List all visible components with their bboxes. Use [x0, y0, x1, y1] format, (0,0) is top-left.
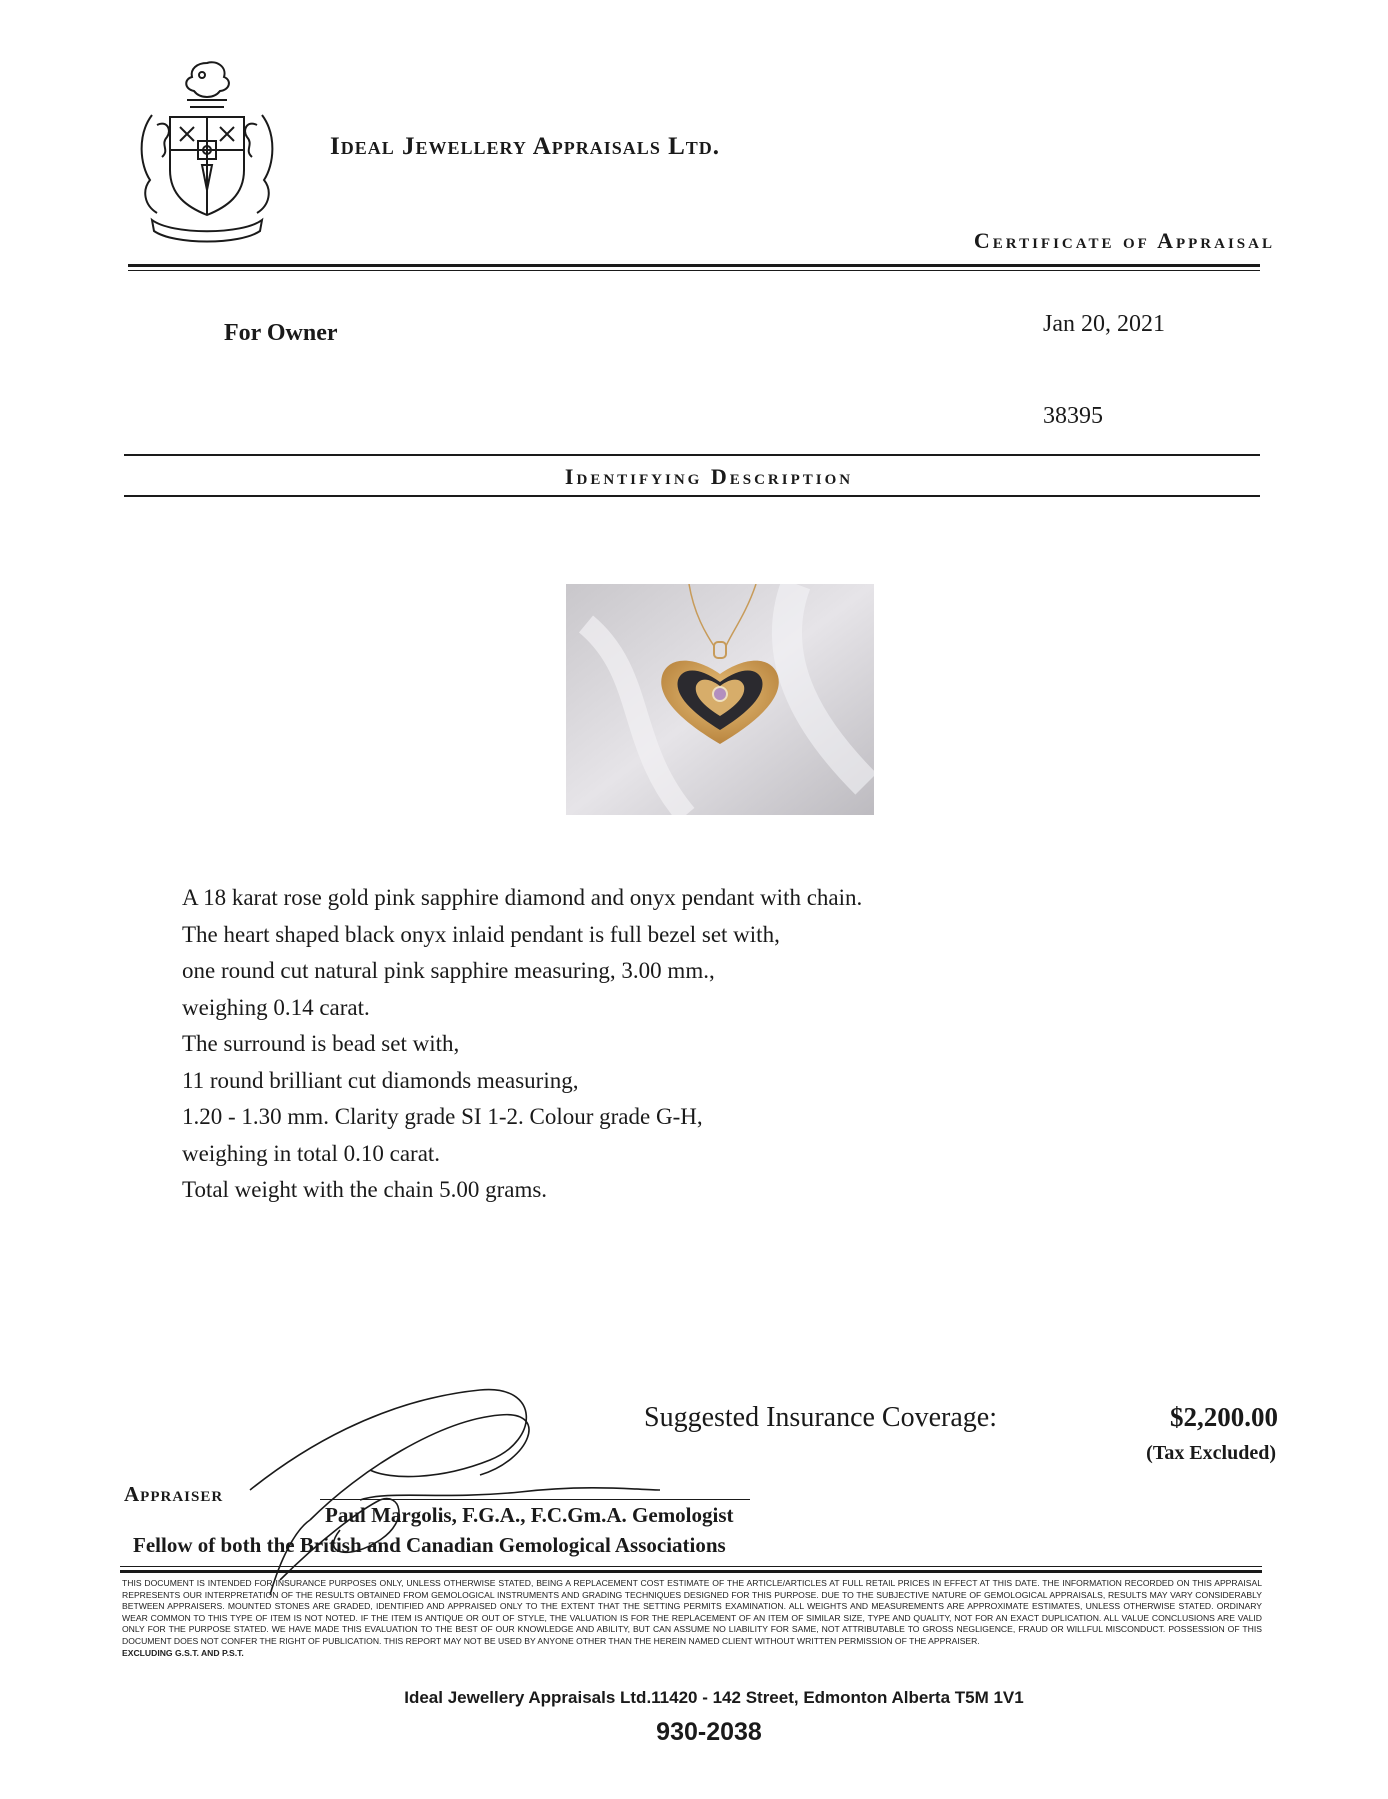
description-line: 11 round brilliant cut diamonds measuring, [182, 1067, 579, 1093]
header-rule-thick [128, 264, 1260, 267]
section-title: Identifying Description [564, 464, 854, 489]
footer-rule-thick [120, 1570, 1262, 1573]
item-description [182, 880, 1082, 1209]
description-line: The surround is bead set with, [182, 1031, 460, 1056]
description-line: A 18 karat rose gold pink sapphire diamond and onyx pendant with chain. [182, 885, 863, 910]
header-rule-thin [128, 270, 1260, 271]
coat-of-arms-logo [132, 55, 282, 245]
section-rule-bottom [124, 495, 1260, 497]
appraiser-label: Appraiser [124, 1482, 224, 1506]
section-rule-top [124, 454, 1260, 456]
legal-disclaimer [122, 1578, 1262, 1659]
tax-note: (Tax Excluded) [1146, 1442, 1276, 1464]
description-line: 1.20 - 1.30 mm. Clarity grade SI 1-2. Colour grade G-H, [182, 1104, 703, 1129]
description-line: The heart shaped black onyx inlaid pendant is full bezel set with, [182, 921, 780, 947]
insurance-label: Suggested Insurance Coverage: [644, 1402, 997, 1433]
description-line: weighing in total 0.10 carat. [182, 1140, 441, 1166]
description-line: one round cut natural pink sapphire measuring, 3.00 mm., [182, 958, 715, 983]
certificate-title: Certificate of Appraisal [973, 228, 1275, 253]
company-address: Ideal Jewellery Appraisals Ltd.11420 - 142 Street, Edmonton Alberta T5M 1V1 [404, 1688, 1024, 1707]
footer-rule-thin [120, 1566, 1262, 1567]
company-phone: 930-2038 [656, 1718, 762, 1746]
description-line: Total weight with the chain 5.00 grams. [182, 1177, 548, 1202]
signature-line [320, 1499, 750, 1500]
appraiser-name: Paul Margolis, F.G.A., F.C.Gm.A. Gemologist [325, 1503, 734, 1527]
pendant-photo [566, 584, 874, 815]
appraiser-fellowship: Fellow of both the British and Canadian Gemological Associations [133, 1533, 726, 1557]
description-line: weighing 0.14 carat. [182, 994, 370, 1020]
tax-exclusion-note: EXCLUDING G.S.T. AND P.S.T. [122, 1647, 244, 1658]
disclaimer-text: THIS DOCUMENT IS INTENDED FOR INSURANCE PURPOSES ONLY, UNLESS OTHERWISE STATED, BEING A REPLACEMENT COST ESTIMATE OF THE ARTICLE/ARTICLES AT FULL RETAIL PRICES IN EFFECT AT THIS DATE. THE INFORMATION RECORDED ON THIS APPRAISAL REPRESENTS OUR INTERPRETATION OF THE RESULTS OBTAINED FROM GEMOLOGICAL INSTRUMENTS AND GRADING TECHNIQUES DESIGNED FOR THIS PURPOSE. DUE TO THE SUBJECTIVE NATURE OF GEMOLOGICAL APPRAISALS, RESULTS MAY VARY CONSIDERABLY BETWEEN APPRAISERS. MOUNTED STONES ARE GRADED, IDENTIFIED AND APPRAISED ONLY TO THE EXTENT THAT THE SETTING PERMITS EXAMINATION. ALL WEIGHTS AND MEASUREMENTS ARE APPROXIMATE ESTIMATES, UNLESS OTHERWISE STATED. ORDINARY WEAR COMMON TO THIS TYPE OF ITEM IS NOT NOTED. IF THE ITEM IS ANTIQUE OR OUT OF STYLE, THE VALUATION IS FOR THE REPLACEMENT OF AN ITEM OF SIMILAR SIZE, TYPE AND QUALITY, NOT FOR AN EXACT DUPLICATION. ALL VALUE CONCLUSIONS ARE VALID ONLY FOR THE PURPOSE STATED. WE HAVE MADE THIS EVALUATION TO THE BEST OF OUR KNOWLEDGE AND ABILITY, BUT CAN ASSUME NO LIABILITY FOR SAME, NOT ATTRIBUTABLE TO GROSS NEGLIGENCE, FRAUD OR WILLFUL MISCONDUCT. POSSESSION OF THIS DOCUMENT DOES NOT CONFER THE RIGHT OF PUBLICATION. THIS REPORT MAY NOT BE USED BY ANYONE OTHER THAN THE HEREIN NAMED CLIENT WITHOUT WRITTEN PERMISSION OF THE APPRAISER. [122, 1578, 1262, 1646]
insurance-amount: $2,200.00 [1170, 1402, 1278, 1432]
appraisal-date: Jan 20, 2021 [1043, 311, 1165, 337]
owner-label: For Owner [224, 320, 338, 346]
company-name: Ideal Jewellery Appraisals Ltd. [330, 133, 721, 160]
appraisal-number: 38395 [1043, 403, 1103, 429]
